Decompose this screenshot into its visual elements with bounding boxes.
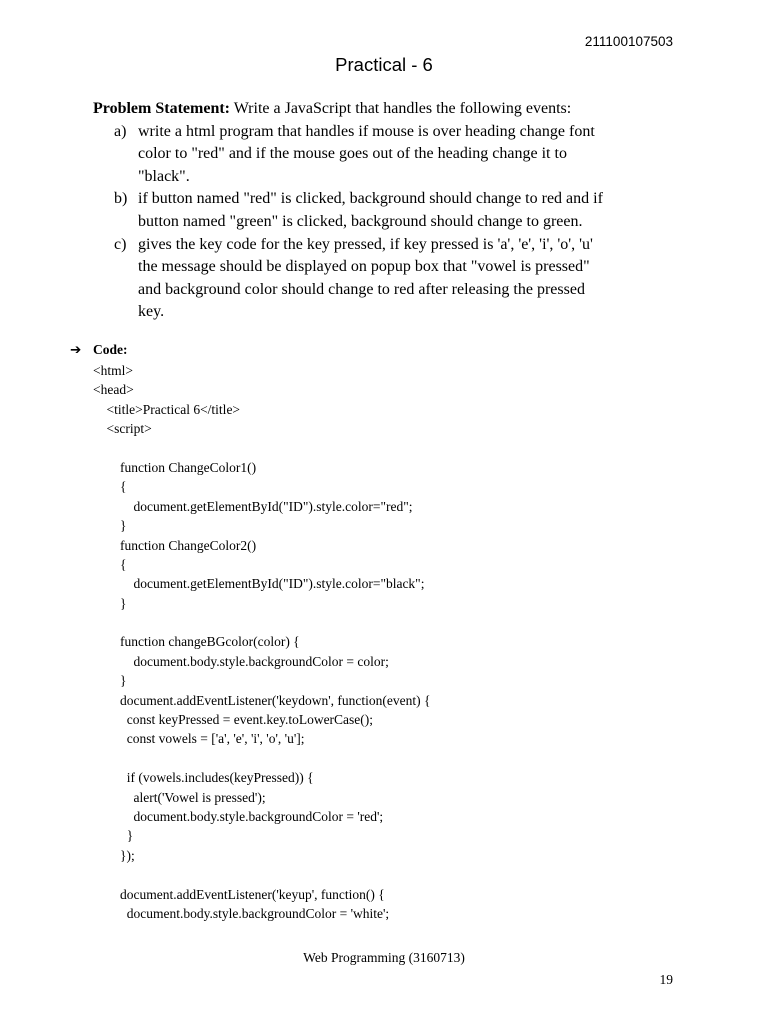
code-line: function ChangeColor1() (93, 459, 257, 475)
problem-label: Problem Statement: (93, 100, 230, 117)
enrollment-number: 211100107503 (584, 34, 673, 49)
code-line: } (93, 673, 127, 689)
problem-item-line: gives the key code for the key pressed, if key pressed is 'a', 'e', 'i', 'o', 'u' (138, 235, 593, 253)
problem-item-line: button named "green" is clicked, background should change to green. (138, 212, 583, 230)
code-line: alert('Vowel is pressed'); (93, 789, 266, 805)
code-line: } (93, 595, 127, 611)
code-line: { (93, 479, 127, 495)
code-line: function ChangeColor2() (93, 537, 257, 553)
code-line: { (93, 556, 127, 572)
problem-item-marker: b) (114, 190, 128, 208)
problem-item-line: key. (138, 303, 165, 321)
code-line: const keyPressed = event.key.toLowerCase(); (93, 712, 374, 728)
code-line: <head> (93, 382, 134, 398)
code-line: <script> (93, 421, 152, 437)
page-number: 19 (659, 972, 673, 987)
problem-statement (93, 98, 683, 324)
code-line (93, 749, 713, 768)
problem-item-line: and background color should change to red after releasing the pressed (138, 280, 585, 298)
problem-item-line: write a html program that handles if mouse is over heading change font (138, 122, 595, 140)
code-block (93, 361, 713, 923)
problem-item (93, 188, 683, 233)
arrow-right-icon: ➔ (70, 342, 82, 357)
problem-item-marker: c) (114, 235, 127, 253)
problem-items-list (93, 121, 683, 324)
code-label: Code: (93, 342, 128, 357)
code-line: <html> (93, 363, 133, 378)
problem-text: Write a JavaScript that handles the following events: (230, 100, 572, 117)
code-line (93, 439, 713, 458)
problem-item-line: the message should be displayed on popup box that "vowel is pressed" (138, 258, 590, 276)
footer-course: Web Programming (3160713) (303, 950, 465, 965)
code-line: }); (93, 847, 135, 863)
code-line (93, 865, 713, 884)
problem-item-line: if button named "red" is clicked, background should change to red and if (138, 190, 603, 208)
problem-lead (93, 98, 683, 121)
code-line: if (vowels.includes(keyPressed)) { (93, 770, 314, 786)
problem-item-line: "black". (138, 167, 190, 185)
page-title: Practical - 6 (335, 54, 433, 75)
code-line: } (93, 518, 127, 534)
problem-item (93, 121, 683, 189)
code-line: document.addEventListener('keyup', function() { (93, 886, 385, 902)
code-line (93, 613, 713, 632)
code-line: document.body.style.backgroundColor = color; (93, 653, 389, 669)
code-line: function changeBGcolor(color) { (93, 634, 300, 650)
code-line: const vowels = ['a', 'e', 'i', 'o', 'u']; (93, 731, 305, 747)
code-line: document.getElementById("ID").style.color="black"; (93, 576, 425, 592)
problem-item-marker: a) (114, 122, 127, 140)
code-line: document.body.style.backgroundColor = 'red'; (93, 808, 384, 824)
code-heading (70, 342, 128, 358)
code-line: document.body.style.backgroundColor = 'white'; (93, 905, 390, 921)
problem-item (93, 234, 683, 324)
code-line: <title>Practical 6</title> (93, 401, 241, 417)
code-line: } (93, 828, 134, 844)
code-line: document.getElementById("ID").style.color="red"; (93, 498, 413, 514)
problem-item-line: color to "red" and if the mouse goes out of the heading change it to (138, 145, 567, 163)
code-line: document.addEventListener('keydown', function(event) { (93, 692, 431, 708)
